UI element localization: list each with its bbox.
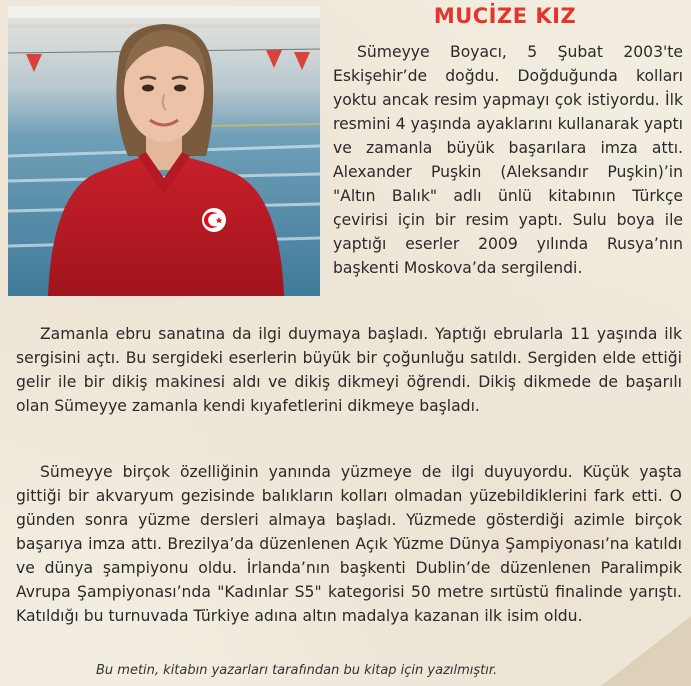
author-credit: Bu metin, kitabın yazarları tarafından bu kitap için yazılmıştır. — [96, 663, 498, 678]
paragraph-1: Sümeyye Boyacı, 5 Şubat 2003'te Eskişehir’de doğdu. Doğduğunda kolları yoktu ancak resim yapmayı çok istiyordu. İlk resmini 4 yaşında ayaklarını kullanarak yaptı ve zamanla büyük başarılara imza attı. Alexander Puşkin (Aleksandır Puşkin)’in "Altın Balık" adlı ünlü kitabının Türkçe çevirisi için bir resim yaptı. Sulu boya ile yaptığı eserler 2009 yılında Rusya’nın başkenti Moskova’da sergilendi. — [333, 43, 683, 277]
turkish-flag-icon — [202, 208, 226, 232]
article-title: MUCİZE KIZ — [433, 4, 577, 28]
swimmer-portrait-photo — [8, 6, 320, 296]
paragraph-2: Zamanla ebru sanatına da ilgi duymaya başladı. Yaptığı ebrularla 11 yaşında ilk sergisini açtı. Bu sergideki eserlerin büyük bir çoğunluğu satıldı. Sergiden elde ettiği gelir ile bir dikiş makinesi aldı ve dikiş dikmeyi öğrendi. Dikiş dikmede de başarılı olan Sümeyye zamanla kendi kıyafetlerini dikmeye başladı. — [16, 325, 682, 415]
portrait-illustration — [8, 6, 320, 296]
page-corner-decoration — [601, 616, 691, 686]
paragraph-3: Sümeyye birçok özelliğinin yanında yüzmeye de ilgi duyuyordu. Küçük yaşta gittiği bir akvaryum gezisinde balıkların kolları olmadan yüzebildiklerini fark etti. O günden sonra yüzme dersleri almaya başladı. Yüzmede gösterdiği azimle birçok başarıya imza attı. Brezilya’da düzenlenen Açık Yüzme Dünya Şampiyonası’na katıldı ve dünya şampiyonu oldu. İrlanda’nın başkenti Dublin’de düzenlenen Paralimpik Avrupa Şampiyonası’nda "Kadınlar S5" kategorisi 50 metre sırtüstü finalinde yarıştı. Katıldığı bu turnuvada Türkiye adına altın madalya kazanan ilk isim oldu. — [16, 463, 682, 625]
